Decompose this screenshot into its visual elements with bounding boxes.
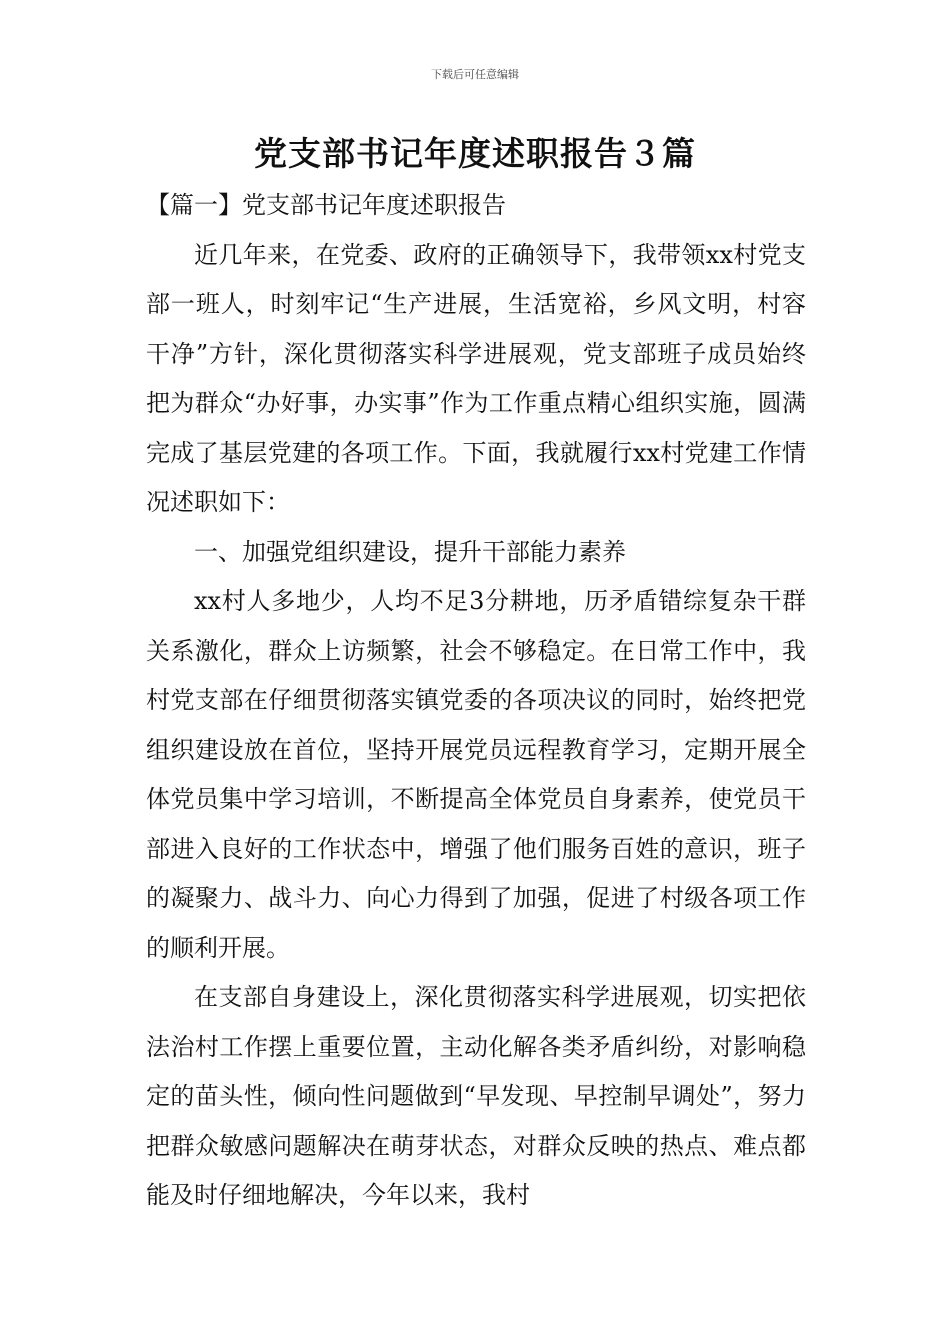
paragraph-intro: 近几年来，在党委、政府的正确领导下，我带领xx村党支部一班人，时刻牢记“生产进展，生活宽裕，乡风文明，村容干净”方针，深化贯彻落实科学进展观，党支部班子成员始终把为群众“办好事，办实事”作为工作重点精心组织实施，圆满完成了基层党建的各项工作。下面，我就履行xx村党建工作情况述职如下：: [146, 240, 806, 516]
paragraph-village-situation: xx村人多地少，人均不足3分耕地，历矛盾错综复杂干群关系激化，群众上访频繁，社会不够稳定。在日常工作中，我村党支部在仔细贯彻落实镇党委的各项决议的同时，始终把党组织建设放在首位，坚持开展党员远程教育学习，定期开展全体党员集中学习培训，不断提高全体党员自身素养，使党员干部进入良好的工作状态中，增强了他们服务百姓的意识，班子的凝聚力、战斗力、向心力得到了加强，促进了村级各项工作的顺利开展。: [146, 587, 806, 962]
section-heading: 【篇一】党支部书记年度述职报告: [146, 191, 506, 219]
subheading-party-organization: 一、加强党组织建设，提升干部能力素养: [194, 537, 626, 566]
paragraph-branch-building: 在支部自身建设上，深化贯彻落实科学进展观，切实把依法治村工作摆上重要位置，主动化解各类矛盾纠纷，对影响稳定的苗头性，倾向性问题做到“早发现、早控制早调处”，努力把群众敏感问题解决在萌芽状态，对群众反映的热点、难点都能及时仔细地解决，今年以来，我村: [146, 983, 806, 1209]
document-body: [146, 181, 806, 1221]
document-title: 党支部书记年度述职报告３篇: [254, 134, 696, 173]
header-note: 下载后可任意编辑: [431, 68, 519, 81]
